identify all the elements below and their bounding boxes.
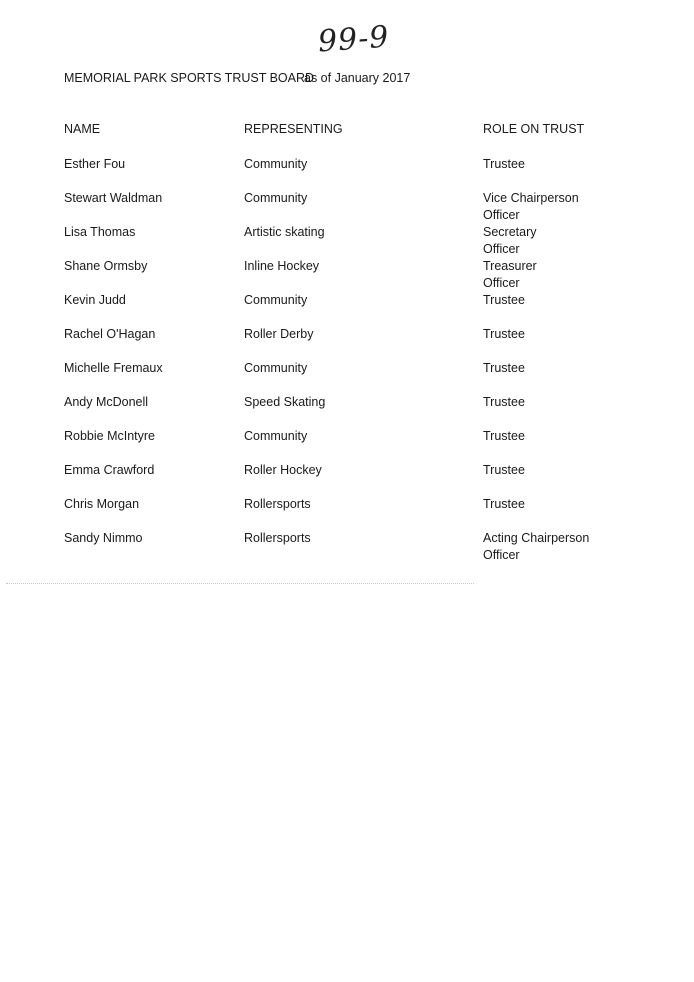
- member-name: Lisa Thomas: [64, 225, 136, 239]
- member-representing: Community: [244, 157, 308, 171]
- member-name: Shane Ormsby: [64, 259, 148, 273]
- member-name: Chris Morgan: [64, 497, 140, 511]
- member-representing: Roller Hockey: [244, 463, 322, 477]
- member-representing: Community: [244, 293, 308, 307]
- scan-artifact-divider: [6, 583, 474, 584]
- document-header: [0, 71, 694, 89]
- board-title: MEMORIAL PARK SPORTS TRUST BOARD: [64, 71, 315, 85]
- member-role: Trustee: [483, 293, 525, 307]
- table-row: [0, 156, 694, 190]
- member-name: Robbie McIntyre: [64, 429, 156, 443]
- member-name: Rachel O'Hagan: [64, 327, 156, 341]
- table-row: [0, 190, 694, 224]
- member-role: Acting Chairperson Officer: [483, 531, 590, 562]
- table-row: [0, 292, 694, 326]
- member-role: Secretary Officer: [483, 225, 537, 256]
- table-row: [0, 360, 694, 394]
- member-name: Kevin Judd: [64, 293, 126, 307]
- table-row: [0, 462, 694, 496]
- member-name: Stewart Waldman: [64, 191, 163, 205]
- member-name: Emma Crawford: [64, 463, 155, 477]
- member-role: Trustee: [483, 361, 525, 375]
- member-representing: Rollersports: [244, 531, 311, 545]
- column-header-role: ROLE ON TRUST: [483, 122, 585, 136]
- member-role: Trustee: [483, 327, 525, 341]
- table-row: [0, 394, 694, 428]
- table-row: [0, 496, 694, 530]
- column-header-name: NAME: [64, 122, 101, 136]
- member-representing: Community: [244, 429, 308, 443]
- member-name: Michelle Fremaux: [64, 361, 163, 375]
- member-representing: Inline Hockey: [244, 259, 320, 273]
- member-role: Trustee: [483, 463, 525, 477]
- member-role: Vice Chairperson Officer: [483, 191, 579, 222]
- table-row: [0, 258, 694, 292]
- member-representing: Rollersports: [244, 497, 311, 511]
- member-representing: Speed Skating: [244, 395, 326, 409]
- member-name: Andy McDonell: [64, 395, 149, 409]
- member-representing: Artistic skating: [244, 225, 325, 239]
- member-representing: Community: [244, 191, 308, 205]
- member-role: Treasurer Officer: [483, 259, 537, 290]
- table-row: [0, 224, 694, 258]
- table-row: [0, 326, 694, 360]
- member-representing: Roller Derby: [244, 327, 314, 341]
- member-role: Trustee: [483, 497, 525, 511]
- column-header-representing: REPRESENTING: [244, 122, 343, 136]
- member-role: Trustee: [483, 157, 525, 171]
- member-role: Trustee: [483, 429, 525, 443]
- table-row: [0, 530, 694, 564]
- table-row: [0, 428, 694, 462]
- handwritten-page-mark: 99-9: [316, 19, 391, 60]
- member-role: Trustee: [483, 395, 525, 409]
- as-of-date: as of January 2017: [304, 71, 411, 85]
- member-name: Sandy Nimmo: [64, 531, 143, 545]
- member-name: Esther Fou: [64, 157, 126, 171]
- member-representing: Community: [244, 361, 308, 375]
